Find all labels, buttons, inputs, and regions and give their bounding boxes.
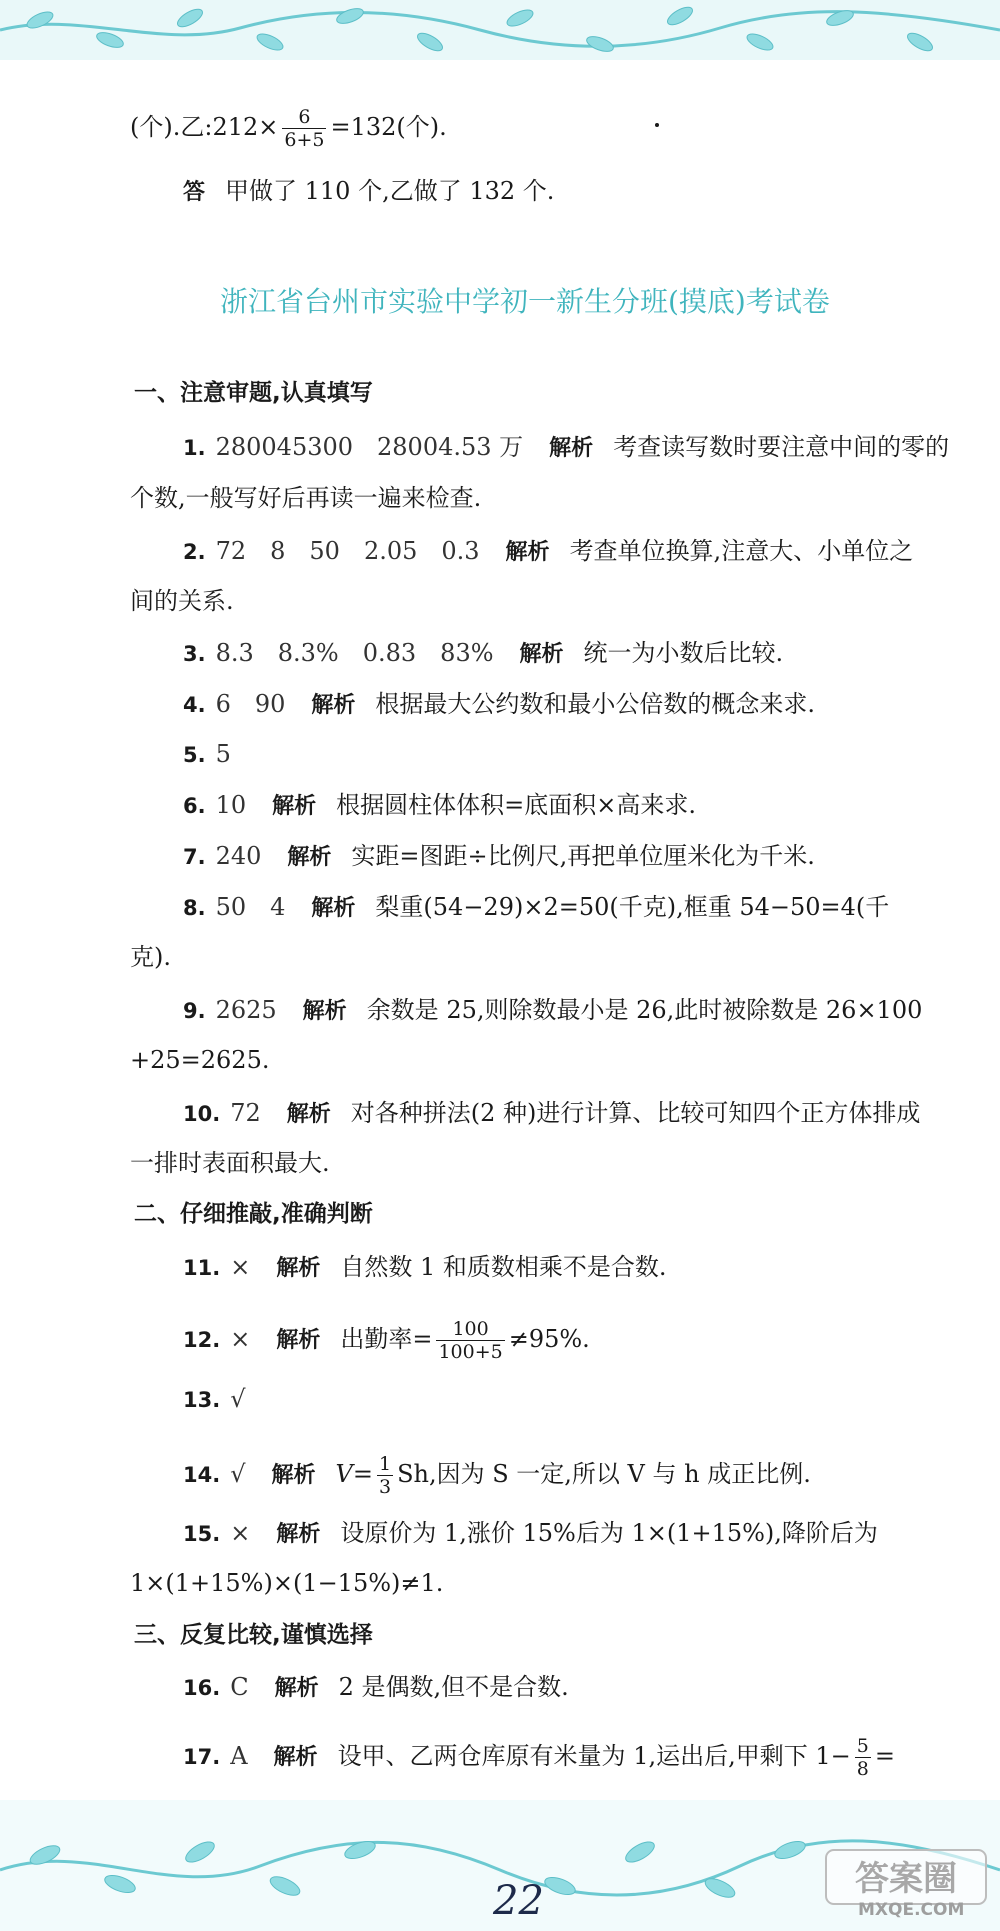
question-answer: √ xyxy=(230,1385,246,1413)
analysis-text: 根据圆柱体体积=底面积×高来求. xyxy=(336,791,697,819)
analysis-text-prefix: V= xyxy=(335,1460,373,1488)
section-heading-2: 二、仔细推敲,准确判断 xyxy=(134,1201,373,1227)
analysis-text: 2 是偶数,但不是合数. xyxy=(338,1673,569,1701)
question-8-continuation: 克). xyxy=(130,943,171,971)
question-answer: A xyxy=(230,1742,248,1770)
question-17 xyxy=(183,1735,895,1780)
question-13 xyxy=(183,1384,266,1415)
section-heading-3: 三、反复比较,谨慎选择 xyxy=(134,1622,373,1648)
fraction-denominator: 3 xyxy=(378,1476,392,1498)
analysis-tag: 解析 xyxy=(276,1522,321,1547)
carry-line1-suffix: =132(个). xyxy=(330,113,447,141)
question-number: 12. xyxy=(183,1328,221,1352)
page-number: 22 xyxy=(493,1878,544,1924)
analysis-tag: 解析 xyxy=(274,1676,319,1701)
question-number: 8. xyxy=(183,896,206,920)
question-3 xyxy=(183,638,783,670)
question-number: 5. xyxy=(183,743,206,767)
analysis-text: 余数是 25,则除数最小是 26,此时被除数是 26×100 xyxy=(366,996,923,1024)
question-5 xyxy=(183,739,251,770)
analysis-tag: 解析 xyxy=(505,540,550,565)
carry-frac-denominator: 6+5 xyxy=(284,129,325,151)
question-answer: √ xyxy=(230,1460,246,1488)
question-answer: 10 xyxy=(215,791,247,819)
question-15 xyxy=(183,1518,878,1550)
analysis-text-prefix: 设甲、乙两仓库原有米量为 1,运出后,甲剩下 1− xyxy=(337,1742,851,1770)
analysis-text: 对各种拼法(2 种)进行计算、比较可知四个正方体排成 xyxy=(350,1099,921,1127)
question-answer: 50 4 xyxy=(215,893,286,921)
question-answer: 8.3 8.3% 0.83 83% xyxy=(215,639,494,667)
question-15-continuation: 1×(1+15%)×(1−15%)≠1. xyxy=(130,1569,444,1597)
analysis-tag: 解析 xyxy=(276,1328,321,1353)
analysis-tag: 解析 xyxy=(271,1463,316,1488)
question-number: 1. xyxy=(183,436,206,460)
analysis-text: 统一为小数后比较. xyxy=(583,639,784,667)
question-2-continuation: 间的关系. xyxy=(130,587,234,615)
analysis-tag: 解析 xyxy=(272,794,317,819)
question-number: 11. xyxy=(183,1256,221,1280)
question-10 xyxy=(183,1098,920,1130)
one-third-fraction xyxy=(377,1453,393,1498)
analysis-tag: 解析 xyxy=(276,1256,321,1281)
question-6 xyxy=(183,790,696,822)
question-14 xyxy=(183,1453,811,1498)
analysis-tag: 解析 xyxy=(311,693,356,718)
analysis-text: 考查单位换算,注意大、小单位之 xyxy=(569,537,914,565)
question-1 xyxy=(183,432,949,464)
analysis-text: 考查读写数时要注意中间的零的 xyxy=(613,433,950,461)
fraction-numerator: 1 xyxy=(378,1453,392,1475)
carry-fraction xyxy=(282,106,326,151)
question-16 xyxy=(183,1672,569,1704)
question-answer: C xyxy=(230,1673,249,1701)
question-7 xyxy=(183,841,815,873)
analysis-text: 根据最大公约数和最小公倍数的概念来求. xyxy=(375,690,816,718)
analysis-tag: 解析 xyxy=(519,642,564,667)
exam-title: 浙江省台州市实验中学初一新生分班(摸底)考试卷 xyxy=(220,285,830,318)
watermark-site: MXQE.COM xyxy=(858,1900,965,1920)
question-number: 16. xyxy=(183,1676,221,1700)
analysis-text-suffix: = xyxy=(874,1742,895,1770)
question-11 xyxy=(183,1252,666,1284)
section-heading-1: 一、注意审题,认真填写 xyxy=(134,380,373,406)
question-number: 13. xyxy=(183,1388,221,1412)
question-answer: × xyxy=(230,1253,251,1281)
question-number: 10. xyxy=(183,1102,221,1126)
question-12 xyxy=(183,1318,590,1363)
question-number: 3. xyxy=(183,642,206,666)
question-2 xyxy=(183,536,913,568)
watermark-logo-text: 答案圈 xyxy=(855,1859,957,1899)
question-9-continuation: +25=2625. xyxy=(130,1046,270,1074)
answer-text: 甲做了 110 个,乙做了 132 个. xyxy=(225,177,555,205)
analysis-text-suffix: ≠95%. xyxy=(508,1325,590,1353)
analysis-tag: 解析 xyxy=(549,436,594,461)
analysis-text-prefix: 出勤率= xyxy=(340,1325,433,1353)
analysis-tag: 解析 xyxy=(286,1102,331,1127)
question-number: 6. xyxy=(183,794,206,818)
top-vine-border xyxy=(0,0,1000,60)
question-answer: × xyxy=(230,1519,251,1547)
fraction-denominator: 8 xyxy=(856,1758,869,1780)
question-number: 2. xyxy=(183,540,206,564)
question-10-continuation: 一排时表面积最大. xyxy=(130,1149,330,1177)
question-answer: 72 xyxy=(230,1099,261,1127)
answer-label: 答 xyxy=(183,180,206,205)
fraction-numerator: 100 xyxy=(436,1318,504,1341)
carry-line1-prefix: (个).乙:212× xyxy=(130,113,279,141)
analysis-tag: 解析 xyxy=(273,1745,318,1770)
question-number: 9. xyxy=(183,999,206,1023)
question-answer: 5 xyxy=(215,740,231,768)
question-number: 4. xyxy=(183,693,206,717)
analysis-tag: 解析 xyxy=(311,896,356,921)
question-answer: 2625 xyxy=(215,996,277,1024)
question-answer: 280045300 28004.53 万 xyxy=(215,433,524,461)
stray-dot xyxy=(655,123,659,127)
question-8 xyxy=(183,892,889,924)
question-number: 15. xyxy=(183,1522,221,1546)
analysis-text: 自然数 1 和质数相乘不是合数. xyxy=(340,1253,667,1281)
question-number: 17. xyxy=(183,1745,221,1769)
carry-answer-line xyxy=(183,176,1000,208)
attendance-fraction xyxy=(436,1318,504,1363)
analysis-text-suffix: Sh,因为 S 一定,所以 V 与 h 成正比例. xyxy=(397,1460,811,1488)
question-4 xyxy=(183,689,815,721)
fraction-denominator: 100+5 xyxy=(438,1341,503,1363)
analysis-text: 实距=图距÷比例尺,再把单位厘米化为千米. xyxy=(351,842,815,870)
analysis-text: 设原价为 1,涨价 15%后为 1×(1+15%),降阶后为 xyxy=(340,1519,878,1547)
question-answer: 240 xyxy=(215,842,262,870)
question-answer: × xyxy=(230,1325,251,1353)
question-9 xyxy=(183,995,922,1027)
question-answer: 6 90 xyxy=(215,690,286,718)
question-number: 14. xyxy=(183,1463,221,1487)
analysis-tag: 解析 xyxy=(287,845,332,870)
question-answer: 72 8 50 2.05 0.3 xyxy=(215,537,480,565)
five-eighths-fraction xyxy=(855,1735,871,1780)
analysis-text: 梨重(54−29)×2=50(千克),框重 54−50=4(千 xyxy=(375,893,890,921)
question-1-continuation: 个数,一般写好后再读一遍来检查. xyxy=(130,484,482,512)
carry-frac-numerator: 6 xyxy=(282,106,326,129)
analysis-tag: 解析 xyxy=(302,999,347,1024)
fraction-numerator: 5 xyxy=(856,1735,869,1757)
question-number: 7. xyxy=(183,845,206,869)
carry-over-line xyxy=(130,106,960,151)
